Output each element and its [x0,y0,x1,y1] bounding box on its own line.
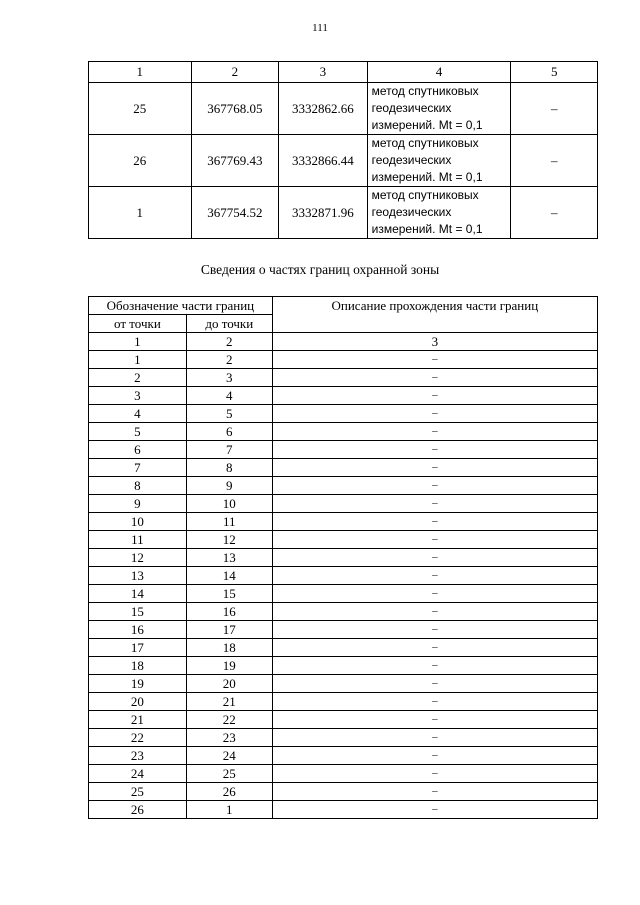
from-point-cell: 8 [89,477,187,495]
from-point-cell: 5 [89,423,187,441]
method-line: геодезических [371,101,452,115]
description-cell: – [272,351,597,369]
table-row [89,387,598,405]
header-group-cell: Обозначение части границ [89,297,273,315]
parts-number-row [89,333,598,351]
table-row [89,711,598,729]
coordinates-header-row [89,62,598,83]
to-point-cell: 9 [186,477,272,495]
description-cell: – [272,801,597,819]
table-row [89,639,598,657]
description-cell: – [272,423,597,441]
y-coordinate-cell: 3332866.44 [279,135,368,187]
method-line: измерений. Mt = 0,1 [371,118,483,132]
method-line: измерений. Mt = 0,1 [371,222,483,236]
table-row [89,459,598,477]
from-point-cell: 1 [89,351,187,369]
description-cell: – [272,531,597,549]
to-point-cell: 17 [186,621,272,639]
description-cell: – [272,549,597,567]
number-cell: 2 [186,333,272,351]
to-point-cell: 1 [186,801,272,819]
from-point-cell: 24 [89,765,187,783]
x-coordinate-cell: 367768.05 [191,83,279,135]
to-point-cell: 23 [186,729,272,747]
from-point-cell: 14 [89,585,187,603]
to-point-cell: 7 [186,441,272,459]
point-cell: 25 [89,83,192,135]
table-row [89,729,598,747]
table-row [89,549,598,567]
description-cell: – [272,639,597,657]
x-coordinate-cell: 367769.43 [191,135,279,187]
description-cell: – [272,747,597,765]
description-cell: – [272,621,597,639]
page-number: 111 [312,22,328,34]
description-cell: – [272,441,597,459]
table-row [89,441,598,459]
from-point-cell: 19 [89,675,187,693]
method-line: геодезических [371,153,452,167]
description-cell: – [272,783,597,801]
to-point-cell: 18 [186,639,272,657]
note-cell: – [511,83,598,135]
table-row [89,657,598,675]
from-point-cell: 23 [89,747,187,765]
from-point-cell: 11 [89,531,187,549]
table-row [89,801,598,819]
section-title: Сведения о частях границ охранной зоны [200,262,440,277]
description-cell: – [272,603,597,621]
description-cell: – [272,711,597,729]
description-cell: – [272,513,597,531]
from-point-cell: 10 [89,513,187,531]
from-point-cell: 18 [89,657,187,675]
header-from-cell: от точки [89,315,187,333]
method-line: измерений. Mt = 0,1 [371,170,483,184]
boundary-parts-table [88,296,598,819]
header-cell: 2 [191,62,279,83]
point-cell: 26 [89,135,192,187]
from-point-cell: 3 [89,387,187,405]
to-point-cell: 13 [186,549,272,567]
to-point-cell: 22 [186,711,272,729]
to-point-cell: 20 [186,675,272,693]
coordinates-row [89,187,598,239]
table-row [89,495,598,513]
point-cell: 1 [89,187,192,239]
to-point-cell: 10 [186,495,272,513]
table-row [89,351,598,369]
from-point-cell: 9 [89,495,187,513]
table-row [89,675,598,693]
y-coordinate-cell: 3332871.96 [279,187,368,239]
header-cell: 4 [367,62,511,83]
to-point-cell: 12 [186,531,272,549]
from-point-cell: 25 [89,783,187,801]
table-row [89,513,598,531]
from-point-cell: 13 [89,567,187,585]
table-row [89,603,598,621]
table-row [89,585,598,603]
from-point-cell: 12 [89,549,187,567]
to-point-cell: 21 [186,693,272,711]
description-cell: – [272,369,597,387]
to-point-cell: 6 [186,423,272,441]
from-point-cell: 20 [89,693,187,711]
from-point-cell: 22 [89,729,187,747]
method-cell [367,187,511,239]
table-row [89,621,598,639]
header-cell: 1 [89,62,192,83]
method-cell [367,135,511,187]
from-point-cell: 21 [89,711,187,729]
table-row [89,369,598,387]
description-cell: – [272,729,597,747]
to-point-cell: 14 [186,567,272,585]
description-cell: – [272,675,597,693]
header-cell: 3 [279,62,368,83]
table-row [89,405,598,423]
coordinates-table [88,61,598,239]
method-line: метод спутниковых [371,84,479,98]
coordinates-row [89,83,598,135]
coordinates-row [89,135,598,187]
y-coordinate-cell: 3332862.66 [279,83,368,135]
from-point-cell: 7 [89,459,187,477]
number-cell: 3 [272,333,597,351]
description-cell: – [272,459,597,477]
x-coordinate-cell: 367754.52 [191,187,279,239]
to-point-cell: 15 [186,585,272,603]
method-line: геодезических [371,205,452,219]
description-cell: – [272,693,597,711]
method-cell [367,83,511,135]
table-row [89,765,598,783]
to-point-cell: 5 [186,405,272,423]
table-row [89,423,598,441]
parts-header-row-1 [89,297,598,315]
method-line: метод спутниковых [371,136,479,150]
from-point-cell: 2 [89,369,187,387]
header-description-cell: Описание прохождения части границ [272,297,597,333]
from-point-cell: 16 [89,621,187,639]
to-point-cell: 8 [186,459,272,477]
description-cell: – [272,657,597,675]
description-cell: – [272,585,597,603]
to-point-cell: 25 [186,765,272,783]
to-point-cell: 24 [186,747,272,765]
from-point-cell: 26 [89,801,187,819]
table-row [89,783,598,801]
table-row [89,693,598,711]
description-cell: – [272,387,597,405]
table-row [89,477,598,495]
number-cell: 1 [89,333,187,351]
to-point-cell: 26 [186,783,272,801]
to-point-cell: 3 [186,369,272,387]
to-point-cell: 4 [186,387,272,405]
from-point-cell: 4 [89,405,187,423]
to-point-cell: 2 [186,351,272,369]
to-point-cell: 16 [186,603,272,621]
note-cell: – [511,135,598,187]
description-cell: – [272,765,597,783]
description-cell: – [272,477,597,495]
description-cell: – [272,495,597,513]
table-row [89,531,598,549]
to-point-cell: 11 [186,513,272,531]
note-cell: – [511,187,598,239]
description-cell: – [272,567,597,585]
header-cell: 5 [511,62,598,83]
description-cell: – [272,405,597,423]
header-to-cell: до точки [186,315,272,333]
to-point-cell: 19 [186,657,272,675]
from-point-cell: 6 [89,441,187,459]
from-point-cell: 15 [89,603,187,621]
table-row [89,567,598,585]
method-line: метод спутниковых [371,188,479,202]
from-point-cell: 17 [89,639,187,657]
table-row [89,747,598,765]
